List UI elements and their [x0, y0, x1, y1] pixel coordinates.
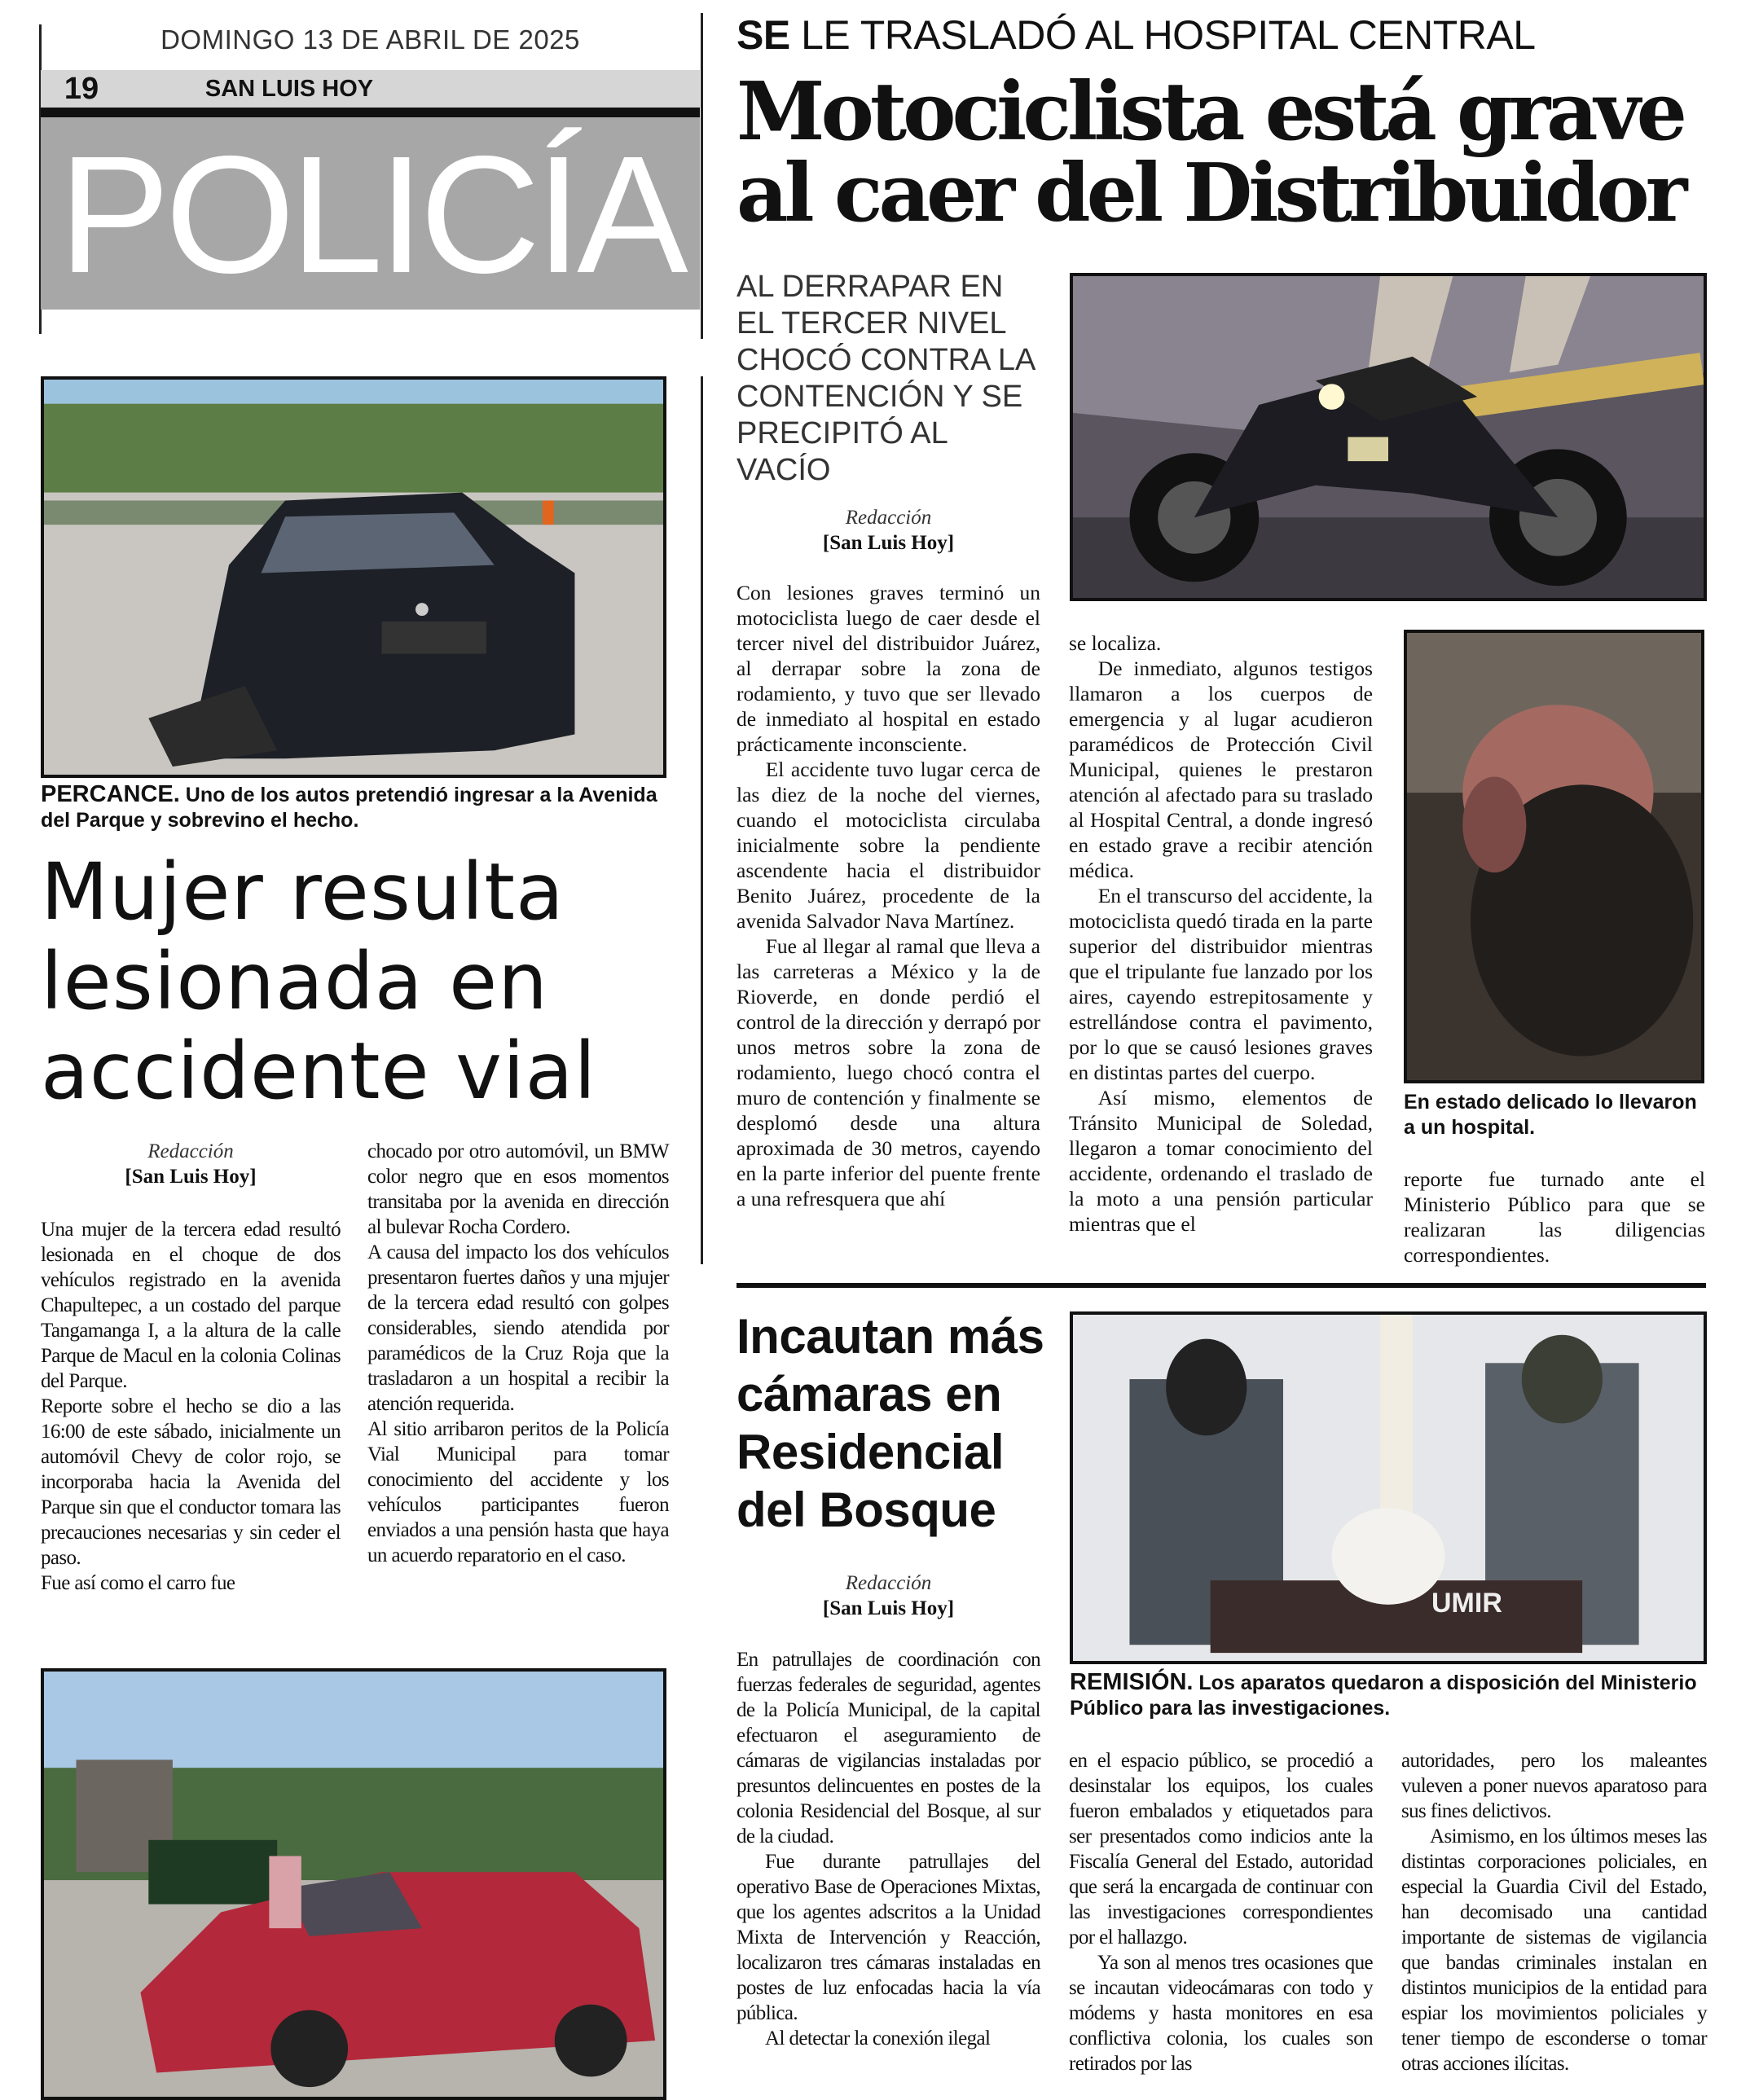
paragraph: En el transcurso del accidente, la motociclista quedó tirada en la parte superior del distribuidor mientras que el tripulante fue lanzado por los aires, cayendo estrepitosamente y estrellándose contra el pavimento, por lo que se causó lesiones graves en distintas partes del cuerpo. [1069, 884, 1373, 1084]
photo-sign: UMIR [1431, 1588, 1502, 1619]
page-number: 19 [64, 72, 99, 106]
paragraph: Al sitio arribaron peritos de la Policía Vial Municipal para tomar conocimiento del accidente y los vehículos participantes fueron enviados a una pensión hasta que haya un acuerdo reparatorio en el caso. [367, 1418, 669, 1566]
paragraph: Ya son al menos tres ocasiones que se incautan videocámaras con todo y módems y hasta monitores en esa conflictiva colonia, los cuales son retirados por las [1069, 1952, 1373, 2075]
caption-text: Los aparatos quedaron a disposición del Ministerio Público para las investigaciones. [1070, 1672, 1697, 1720]
paragraph: Una mujer de la tercera edad resultó lesionada en el choque de dos vehículos registrado en la avenida Chapultepec, a un costado del parque Tangamanga I, a la altura de la calle Parque de Macul en la colonia Colinas del Parque. [41, 1219, 341, 1392]
paragraph: Fue durante patrullajes del operativo Base de Operaciones Mixtas, que los agentes adscritos a la Unidad Mixta de Intervención y Reacción, localizaron tres cámaras instaladas en postes de luz enfocadas hacia la vía pública. [736, 1851, 1040, 2024]
story-divider [736, 1283, 1706, 1288]
caption-lead: REMISIÓN. [1070, 1669, 1194, 1695]
issue-date: DOMINGO 13 DE ABRIL DE 2025 [160, 24, 580, 55]
headline-line: lesionada en [41, 936, 549, 1027]
headline-line: Mujer resulta [41, 846, 565, 938]
paragraph: El accidente tuvo lugar cerca de las diez de la noche del viernes, cuando el motociclista circulaba inicialmente sobre la pendiente ascendente hacia el distribuidor Benito Juárez, procedente de la avenida Salvador Nava Martínez. [736, 758, 1040, 933]
column-divider-top [701, 13, 703, 339]
headline-line: al caer del Distribuidor [736, 147, 1684, 240]
headline-line: Motociclista está grave [736, 65, 1683, 159]
story-headline: Incautan más cámaras en Residencial del Bosque [736, 1309, 1044, 1537]
caption-text: Uno de los autos pretendió ingresar a la Avenida del Parque y sobrevino el hecho. [41, 784, 657, 832]
byline-role: Redacción [845, 1572, 932, 1594]
byline [41, 1139, 341, 1189]
byline-org: [San Luis Hoy] [822, 532, 955, 554]
black-rule [41, 108, 700, 117]
paragraph: Fue así como el carro fue [41, 1572, 235, 1594]
story-headline [41, 847, 693, 1116]
article-column [1404, 1166, 1705, 1267]
article-column [367, 1139, 669, 1568]
paragraph: reporte fue turnado ante el Ministerio Público para que se realizaran las diligencias correspondientes. [1404, 1167, 1705, 1267]
paper-name: SAN LUIS HOY [204, 76, 374, 102]
paragraph: Con lesiones graves terminó un motociclista luego de caer desde el tercer nivel del distribuidor Juárez, al derrapar sobre la zona de rodamiento, y tuvo que ser llevado de inmediato al hospital en estado prácticamente inconsciente. [736, 581, 1040, 756]
kicker-rest: LE TRASLADÓ AL HOSPITAL CENTRAL [789, 12, 1536, 58]
paragraph: Reporte sobre el hecho se dio a las 16:00 de este sábado, inicialmente un automóvil Chevy de color rojo, se incorporaba hacia la Avenida del Parque sin que el conductor tomara las precauciones necesarias y sin ceder el paso. [41, 1395, 341, 1569]
photo-caption: En estado delicado lo llevaron a un hospital. [1404, 1091, 1697, 1139]
paragraph: Fue al llegar al ramal que lleva a las carreteras a México y la de Rioverde, en donde perdió el control de la dirección y derrapó por unos metros sobre la zona de rodamiento, luego chocó contra el muro de contención y finalmente se desplomó desde una altura aproximada de 30 metros, cayendo en la parte inferior del puente frente a una refresquera que ahí [736, 934, 1040, 1210]
main-headline [736, 65, 1714, 240]
kicker-bold: SE [736, 12, 790, 58]
byline-org: [San Luis Hoy] [822, 1597, 955, 1619]
bmw-crash-photo [41, 376, 666, 778]
article-column [1069, 1748, 1373, 2076]
paragraph: se localiza. [1069, 631, 1162, 655]
byline-org: [San Luis Hoy] [125, 1166, 257, 1188]
article-column [736, 580, 1040, 1211]
article-column [1069, 630, 1373, 1237]
seized-cameras-photo [1070, 1311, 1707, 1664]
red-car-crash-photo [41, 1668, 666, 2100]
article-column [41, 1217, 341, 1596]
photo-caption [41, 782, 672, 833]
paragraph: De inmediato, algunos testigos llamaron a los cuerpos de emergencia y al lugar acudieron paramédicos de Protección Civil Municipal, quienes le prestaron atención al afectado para su traslado al Hospital Central, a donde ingresó en estado grave a recibir atención médica. [1069, 657, 1373, 882]
section-title: POLICÍA [41, 117, 700, 310]
caption-lead: PERCANCE. [41, 781, 180, 807]
story-kicker [736, 11, 1536, 59]
paragraph: en el espacio público, se procedió a desinstalar los equipos, los cuales fueron embalados y etiquetados para ser presentados como indicios ante la Fiscalía General del Estado, autoridad que será la encargada de continuar con las investigaciones correspondientes por el hallazgo. [1069, 1750, 1373, 1948]
article-column [736, 1647, 1040, 2051]
paragraph: Así mismo, elementos de Tránsito Municipal de Soledad, llegaron a tomar conocimiento del accidente, ordenando el traslado de la moto a una pensión particular mientras que el [1069, 1086, 1373, 1236]
photo-caption [1070, 1670, 1713, 1721]
byline [736, 505, 1040, 556]
headline-line: accidente vial [41, 1026, 597, 1117]
byline-role: Redacción [147, 1140, 234, 1162]
paragraph: autoridades, pero los maleantes vuleven a poner nuevos aparatoso para sus fines delictivos. [1401, 1750, 1707, 1822]
story-deck: AL DERRAPAR EN EL TERCER NIVEL CHOCÓ CONTRA LA CONTENCIÓN Y SE PRECIPITÓ AL VACÍO [736, 270, 1035, 487]
paragraph: En patrullajes de coordinación con fuerzas federales de seguridad, agentes de la Policía Municipal, de la capital efectuaron el aseguramiento de cámaras de vigilancias instaladas por presuntos delincuentes en postes de la colonia Residencial del Bosque, al sur de la ciudad. [736, 1649, 1040, 1847]
byline-role: Redacción [845, 507, 932, 529]
paragraph: Asimismo, en los últimos meses las distintas corporaciones policiales, en especial la Guardia Civil del Estado, han decomisado una cantidad importante de sistemas de vigilancia que bandas criminales instalan en distintos municipios de la entidad para espiar los movimientos policiales y tener tiempo de esconderse o tomar otras acciones ilícitas. [1401, 1825, 1707, 2075]
paragraph: A causa del impacto los dos vehículos presentaron fuertes daños y una mjujer de la tercera edad resultó con golpes considerables, siendo atendida por paramédicos de la Cruz Roja que la trasladaron a un hospital a recibir la atención requerida. [367, 1241, 669, 1415]
paragraph: chocado por otro automóvil, un BMW color negro que en esos momentos transitaba por la avenida en dirección al bulevar Rocha Cordero. [367, 1140, 669, 1238]
byline [736, 1571, 1040, 1621]
paragraph: Al detectar la conexión ilegal [765, 2028, 991, 2049]
injured-rider-photo [1404, 630, 1704, 1083]
article-column [1401, 1748, 1707, 2076]
motorcycle-photo [1070, 273, 1707, 601]
column-divider [701, 376, 703, 1264]
